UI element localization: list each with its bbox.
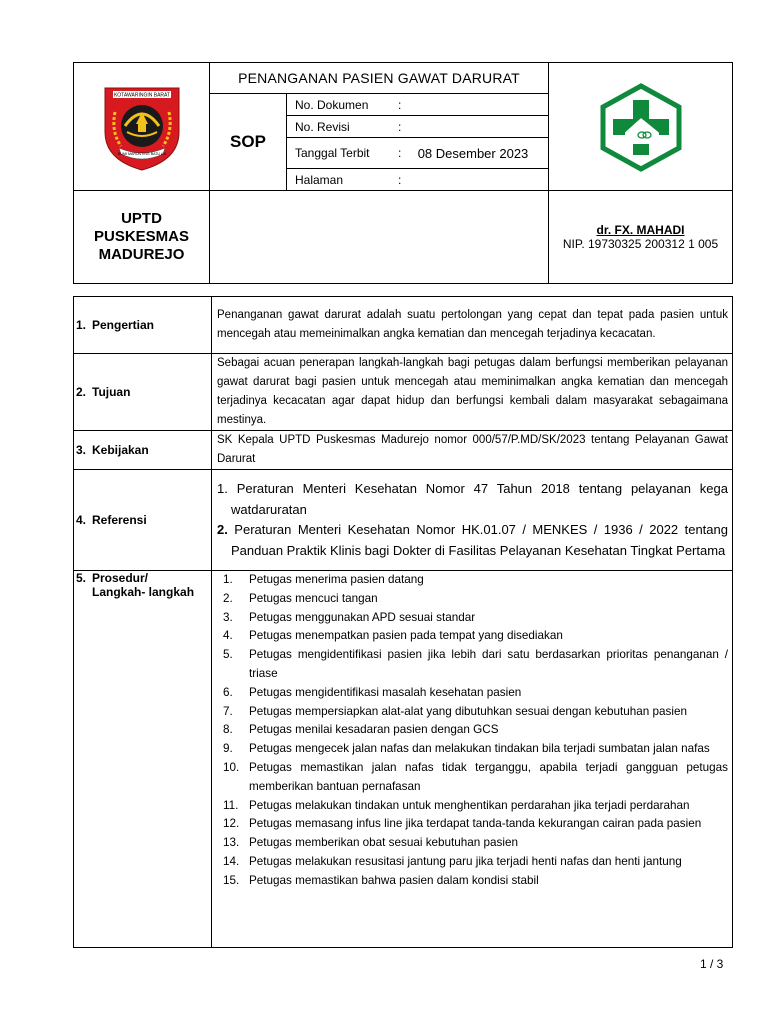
procedure-step: 10. Petugas memastikan jalan nafas tidak terganggu, apabila terjadi gangguan petugas memberikan bantuan pernafasan (223, 760, 728, 793)
regency-emblem-icon (97, 82, 187, 172)
signatory-name: dr. FX. MAHADI (596, 223, 685, 237)
procedure-step: 7. Petugas mempersiapkan alat-alat yang dibutuhkan sesuai dengan kebutuhan pasien (223, 704, 687, 718)
page-number: 1 / 3 (700, 957, 724, 971)
section-label-line2: Langkah- langkah (92, 585, 195, 599)
section-label: Referensi (92, 513, 147, 527)
meta-label-no-dokumen: No. Dokumen (295, 97, 369, 112)
sop-label: SOP (210, 94, 287, 191)
procedure-step: 12. Petugas memasang infus line jika terdapat tanda-tanda kekurangan cairan pada pasien (223, 817, 702, 831)
reference-item: 1. Peraturan Menteri Kesehatan Nomor 47 Tahun 2018 tentang pelayanan kega watdaruratan (217, 481, 728, 517)
meta-label-no-revisi: No. Revisi (295, 119, 350, 134)
reference-item: 2. Peraturan Menteri Kesehatan Nomor HK.01.07 / MENKES / 1936 / 2022 tentang Panduan Praktik Klinis bagi Dokter di Fasilitas Pelayanan Kesehatan Tingkat Pertama (217, 522, 728, 558)
procedure-step: 15. Petugas memastikan bahwa pasien dalam kondisi stabil (223, 873, 539, 887)
sop-header-table (73, 62, 733, 284)
section-kebijakan: 3. Kebijakan SK Kepala UPTD Puskesmas Madurejo nomor 000/57/P.MD/SK/2023 tentang Pelayanan Gawat Darurat (74, 431, 733, 470)
section-text: Penanganan gawat darurat adalah suatu pertolongan yang cepat dan tepat pada pasien untuk mencegah atau memeinimalkan angka kematian dan mencegah terjadinya kecacatan. (212, 297, 733, 354)
procedure-step: 5. Petugas mengidentifikasi pasien jika lebih dari satu berdasarkan prioritas penanganan / triase (223, 648, 728, 680)
sop-content-table (73, 296, 733, 948)
meta-sep: : (398, 119, 402, 134)
procedure-step: 6. Petugas mengidentifikasi masalah kesehatan pasien (223, 685, 522, 699)
section-tujuan: 2. Tujuan Sebagai acuan penerapan langkah-langkah bagi petugas dalam berfungsi memberikan pelayanan gawat darurat bagi pasien untuk mencegah atau meminimalkan angka kematian dan mencegah terjadinya kecacatan agar dapat hidup dan berfungsi kembali dalam masyarakat sebagaimana mestinya. (74, 354, 733, 431)
section-label: Prosedur/ (92, 571, 149, 585)
procedure-step: 4. Petugas menempatkan pasien pada tempat yang disediakan (223, 629, 563, 643)
meta-sep: : (398, 172, 402, 187)
emblem-scroll-text: BUMI MARUNTING BATU AJI (117, 151, 166, 156)
section-referensi: 4. Referensi 1. Peraturan Menteri Kesehatan Nomor 47 Tahun 2018 tentang pelayanan kega watdaruratan 2. Peraturan Menteri Kesehatan Nomor HK.01.07 / MENKES / 1936 / 2022 tentang Panduan Praktik Klinis bagi Dokter di Fasilitas Pelayanan Kesehatan Tingkat Pertama (74, 470, 733, 571)
procedure-step: 2. Petugas mencuci tangan (223, 591, 378, 605)
section-pengertian: 1. Pengertian Penanganan gawat darurat adalah suatu pertolongan yang cepat dan tepat pada pasien untuk mencegah atau memeinimalkan angka kematian dan mencegah terjadinya kecacatan. (74, 297, 733, 354)
section-prosedur: 5. Prosedur/ Langkah- langkah 1. Petugas menerima pasien datang 2. Petugas mencuci tangan 3. Petugas menggunakan APD sesuai standar 4. Petugas menempatkan pasien pada tempat yang disediakan 5. Petugas mengidentifikasi pasien jika lebih dari satu berdasarkan prioritas penanganan / triase 6. Petugas mengidentifikasi masalah kesehatan pasien 7. Petugas mempersiapkan alat-alat yang dibutuhkan sesuai dengan kebutuhan pasien 8. Petugas menilai kesadaran pasien dengan GCS 9. Petugas mengecek jalan nafas dan melakukan tindakan bila terjadi sumbatan jalan nafas 10. Petugas memastikan jalan nafas tidak terganggu, apabila terjadi gangguan petugas memberikan bantuan pernafasan 11. Petugas melakukan tindakan untuk menghentikan perdarahan jika terjadi perdarahan 12. Petugas memasang infus line jika terdapat tanda-tanda kekurangan cairan pada pasien 13. Petugas memberikan obat sesuai kebutuhan pasien 14. Petugas melakukan resusitasi jantung paru jika terjadi henti nafas dan henti jantung 15. Petugas memastikan bahwa pasien dalam kondisi stabil (74, 571, 733, 948)
section-label: Kebijakan (92, 443, 149, 457)
section-text: SK Kepala UPTD Puskesmas Madurejo nomor 000/57/P.MD/SK/2023 tentang Pelayanan Gawat Darurat (212, 431, 733, 470)
section-text: Sebagai acuan penerapan langkah-langkah bagi petugas dalam berfungsi memberikan pelayanan gawat darurat bagi pasien untuk mencegah atau meminimalkan angka kematian dan mencegah terjadinya kecacatan agar dapat hidup dan berfungsi kembali dalam masyarakat sebagaimana mestinya. (212, 354, 733, 431)
empty-signature-area (210, 191, 549, 284)
right-logo-cell (549, 63, 733, 191)
signatory-nip: NIP. 19730325 200312 1 005 (562, 237, 719, 251)
section-label: Tujuan (92, 385, 131, 399)
meta-sep: : (398, 97, 402, 112)
meta-label-tanggal-terbit: Tanggal Terbit (295, 146, 370, 160)
procedure-step: 11. Petugas melakukan tindakan untuk menghentikan perdarahan jika terjadi perdarahan (223, 798, 690, 812)
procedure-step: 13. Petugas memberikan obat sesuai kebutuhan pasien (223, 836, 518, 850)
organization-name: UPTD PUSKESMAS MADUREJO (74, 191, 210, 284)
meta-sep: : (398, 146, 402, 160)
signatory-block (549, 191, 733, 284)
document-title: PENANGANAN PASIEN GAWAT DARURAT (210, 63, 549, 94)
procedure-step: 14. Petugas melakukan resusitasi jantung paru jika terjadi henti nafas dan henti jantung (223, 854, 682, 868)
procedure-steps (212, 571, 728, 891)
meta-label-halaman: Halaman (295, 172, 344, 187)
puskesmas-logo-icon (596, 82, 686, 172)
procedure-step: 3. Petugas menggunakan APD sesuai standar (223, 610, 476, 624)
meta-value-tanggal-terbit: 08 Desember 2023 (417, 145, 529, 161)
left-logo-cell (74, 63, 210, 191)
procedure-step: 1. Petugas menerima pasien datang (223, 573, 424, 586)
procedure-step: 8. Petugas menilai kesadaran pasien dengan GCS (223, 723, 499, 737)
section-label: Pengertian (92, 318, 155, 332)
emblem-top-text: KOTAWARINGIN BARAT (113, 92, 170, 99)
procedure-step: 9. Petugas mengecek jalan nafas dan melakukan tindakan bila terjadi sumbatan jalan nafas (223, 742, 710, 756)
